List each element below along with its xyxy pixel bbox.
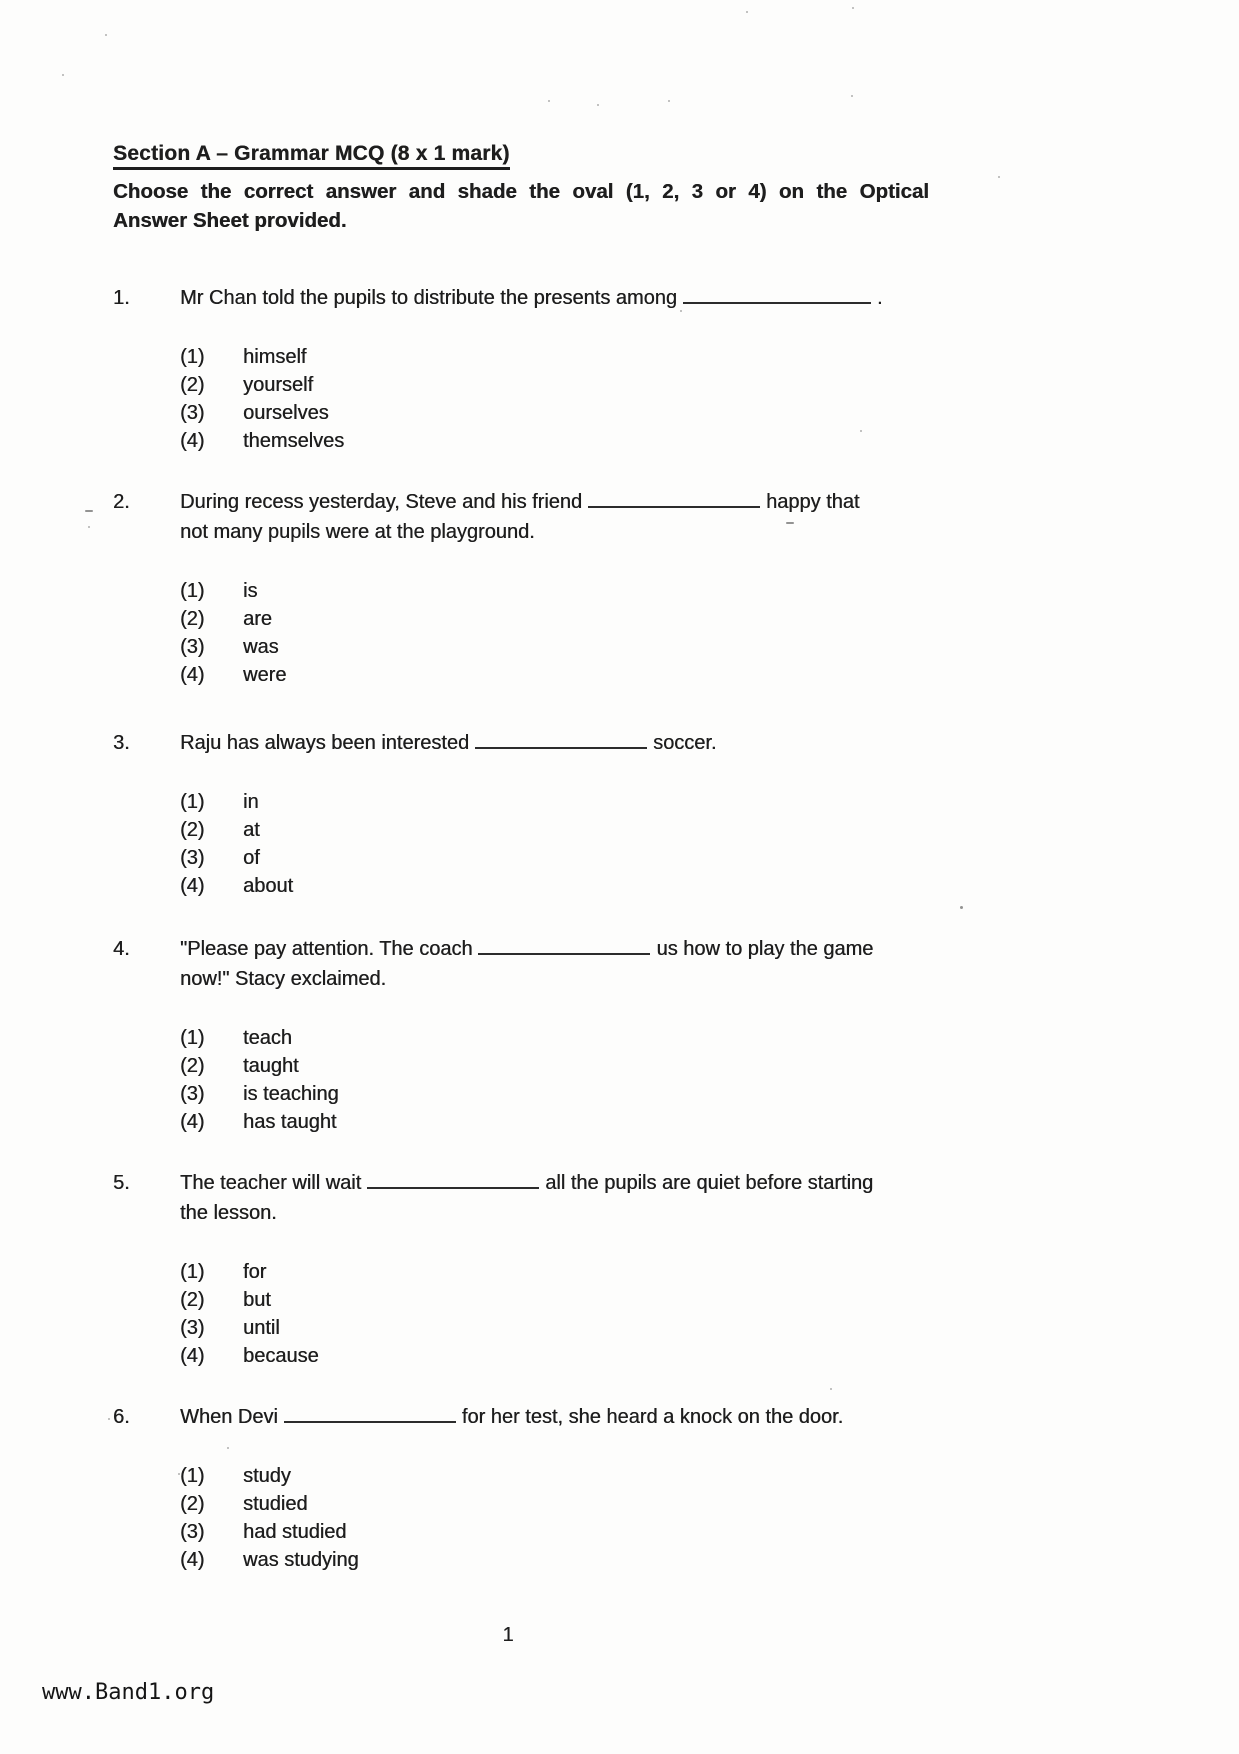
options-list (180, 1258, 935, 1370)
option-number: (4) (180, 875, 205, 897)
footer-url: www.Band1.org (42, 1680, 215, 1705)
option-label: had studied (243, 1521, 347, 1543)
option-label: studied (243, 1493, 308, 1515)
answer-blank (284, 1408, 456, 1423)
question-text-after-blank: all the pupils are quiet before starting (545, 1172, 874, 1194)
question-text-after-blank: . (876, 287, 883, 309)
option-row (180, 371, 935, 399)
scan-speck (227, 1447, 229, 1449)
section-header (113, 142, 929, 235)
option-row (180, 844, 935, 872)
scan-speck (680, 310, 682, 312)
answer-blank (478, 940, 650, 955)
option-label: is teaching (243, 1083, 339, 1105)
scan-speck (548, 100, 550, 102)
answer-blank (588, 493, 760, 508)
question-text-line-2: now!" Stacy exclaimed. (180, 968, 387, 990)
answer-blank (475, 734, 647, 749)
option-label: study (243, 1465, 291, 1487)
options-list (180, 577, 935, 689)
option-label: at (243, 819, 260, 841)
options-list (180, 788, 935, 900)
option-row (180, 577, 935, 605)
scan-speck (108, 1418, 110, 1420)
scan-speck (786, 522, 794, 524)
option-number: (2) (180, 819, 205, 841)
option-number: (1) (180, 1027, 205, 1049)
page-number: 1 (502, 1624, 514, 1646)
option-number: (1) (180, 1465, 205, 1487)
scan-speck (85, 510, 93, 512)
option-row (180, 1518, 935, 1546)
option-row (180, 1052, 935, 1080)
scan-speck (860, 430, 862, 432)
option-label: was (243, 636, 279, 658)
option-number: (3) (180, 1521, 205, 1543)
option-number: (4) (180, 1111, 205, 1133)
question-text-before-blank: "Please pay attention. The coach (180, 938, 473, 960)
question-6 (113, 1402, 935, 1574)
section-title: Section A – Grammar MCQ (8 x 1 mark) (113, 142, 510, 170)
option-row (180, 1286, 935, 1314)
question-text-line-2: not many pupils were at the playground. (180, 521, 535, 543)
instructions-line-1: Choose the correct answer and shade the oval (1, 2, 3 or 4) on the Optical (113, 180, 929, 203)
question-text-before-blank: Mr Chan told the pupils to distribute the presents among (180, 287, 677, 309)
option-row (180, 343, 935, 371)
question-text-before-blank: When Devi (180, 1406, 278, 1428)
option-number: (2) (180, 1493, 205, 1515)
option-number: (1) (180, 580, 205, 602)
option-row (180, 1080, 935, 1108)
option-row (180, 816, 935, 844)
option-number: (2) (180, 374, 205, 396)
question-number: 1. (113, 287, 130, 309)
scan-speck (88, 526, 90, 528)
scan-speck (178, 1473, 180, 1475)
option-row (180, 605, 935, 633)
option-label: until (243, 1317, 280, 1339)
option-row (180, 1024, 935, 1052)
instructions-line-2: Answer Sheet provided. (113, 209, 347, 232)
scan-speck (62, 74, 64, 76)
option-number: (4) (180, 1345, 205, 1367)
option-row (180, 1546, 935, 1574)
option-label: ourselves (243, 402, 329, 424)
option-label: in (243, 791, 259, 813)
option-label: are (243, 608, 272, 630)
scan-speck (668, 100, 670, 102)
scan-speck (998, 176, 1000, 178)
question-1 (113, 283, 935, 455)
option-number: (1) (180, 346, 205, 368)
question-number: 4. (113, 938, 130, 960)
scan-speck (597, 104, 599, 106)
question-2 (113, 487, 935, 689)
question-text-after-blank: for her test, she heard a knock on the door. (461, 1406, 844, 1428)
option-label: is (243, 580, 258, 602)
section-instructions (113, 177, 929, 235)
option-number: (1) (180, 1261, 205, 1283)
question-text-before-blank: The teacher will wait (180, 1172, 362, 1194)
question-text-before-blank: Raju has always been interested (180, 732, 470, 754)
option-label: himself (243, 346, 307, 368)
option-number: (2) (180, 1055, 205, 1077)
question-text-after-blank: us how to play the game (656, 938, 874, 960)
scan-speck (105, 34, 107, 36)
option-label: themselves (243, 430, 345, 452)
question-text-line-2: the lesson. (180, 1202, 277, 1224)
option-row (180, 1462, 935, 1490)
option-number: (1) (180, 791, 205, 813)
option-number: (3) (180, 636, 205, 658)
question-text-after-blank: happy that (766, 491, 860, 513)
question-5 (113, 1168, 935, 1370)
option-row (180, 1108, 935, 1136)
option-label: teach (243, 1027, 292, 1049)
question-3 (113, 728, 935, 900)
option-label: was studying (243, 1549, 359, 1571)
option-row (180, 872, 935, 900)
option-label: but (243, 1289, 271, 1311)
option-row (180, 427, 935, 455)
option-label: of (243, 847, 260, 869)
option-label: because (243, 1345, 319, 1367)
option-number: (2) (180, 608, 205, 630)
options-list (180, 1024, 935, 1136)
option-row (180, 788, 935, 816)
scan-speck (746, 11, 748, 13)
option-label: yourself (243, 374, 314, 396)
question-4 (113, 934, 935, 1136)
options-list (180, 343, 935, 455)
option-label: has taught (243, 1111, 337, 1133)
option-label: for (243, 1261, 267, 1283)
option-number: (4) (180, 1549, 205, 1571)
option-number: (4) (180, 664, 205, 686)
option-label: about (243, 875, 294, 897)
option-number: (3) (180, 402, 205, 424)
question-number: 2. (113, 491, 130, 513)
option-number: (2) (180, 1289, 205, 1311)
answer-blank (683, 289, 871, 304)
option-number: (3) (180, 847, 205, 869)
option-row (180, 399, 935, 427)
option-row (180, 1490, 935, 1518)
option-row (180, 661, 935, 689)
option-row (180, 1342, 935, 1370)
scan-speck (960, 906, 963, 909)
scan-speck (852, 7, 854, 9)
question-text-before-blank: During recess yesterday, Steve and his friend (180, 491, 583, 513)
options-list (180, 1462, 935, 1574)
option-row (180, 633, 935, 661)
option-label: were (243, 664, 287, 686)
option-number: (3) (180, 1083, 205, 1105)
scan-speck (851, 95, 853, 97)
question-number: 6. (113, 1406, 130, 1428)
option-label: taught (243, 1055, 299, 1077)
question-number: 5. (113, 1172, 130, 1194)
option-row (180, 1314, 935, 1342)
option-row (180, 1258, 935, 1286)
scan-speck (830, 1388, 832, 1390)
question-text-after-blank: soccer. (653, 732, 717, 754)
answer-blank (367, 1174, 539, 1189)
question-number: 3. (113, 732, 130, 754)
option-number: (4) (180, 430, 205, 452)
option-number: (3) (180, 1317, 205, 1339)
